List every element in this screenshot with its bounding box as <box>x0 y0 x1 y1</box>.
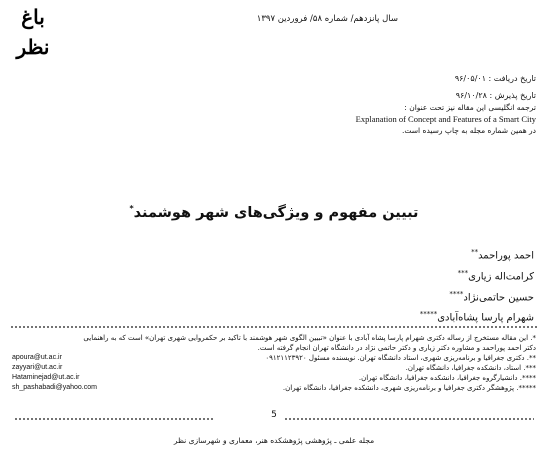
email-link[interactable]: Hataminejad@ut.ac.ir <box>12 374 80 381</box>
accepted-date: تاریخ پذیرش : ۹۶/۱۰/۲۸ <box>455 91 536 100</box>
article-title <box>0 204 548 221</box>
email-link[interactable]: apoura@ut.ac.ir <box>12 354 62 361</box>
footnote-3: ***. استاد، دانشکده جغرافیا، دانشگاه تهران. zayyari@ut.ac.ir <box>12 364 536 372</box>
footnote-2: **. دکتری جغرافیا و برنامه‌ریزی شهری، استاد دانشگاه تهران. نویسنده مسئول ۰۹۱۲۱۱۲۳۹۲۰ apoura@ut.ac.ir <box>12 354 536 362</box>
footnote-5: *****. پژوهشگر دکتری جغرافیا و برنامه‌ریزی شهری، دانشکده جغرافیا، دانشگاه تهران. sh_pashabadi@yahoo.com <box>12 384 536 392</box>
author-3: حسین حاتمی‌نژاد**** <box>449 289 534 303</box>
footnote-divider <box>10 326 538 328</box>
footnote-1b: دکتر احمد پوراحمد و مشاوره دکتر زیاری و دکتر حاتمی نژاد در دانشگاه تهران انجام گرفته است. <box>257 344 536 352</box>
email-link[interactable]: zayyari@ut.ac.ir <box>12 364 63 371</box>
received-date: تاریخ دریافت : ۹۶/۰۵/۰۱ <box>454 74 536 83</box>
author-1: احمد پوراحمد** <box>471 248 534 262</box>
translation-line-1: ترجمه انگلیسی این مقاله نیز تحت عنوان : <box>404 103 536 112</box>
footnotes <box>12 333 536 393</box>
author-2: کرامت‌اله زیاری*** <box>457 268 534 283</box>
author-list <box>420 244 534 327</box>
page-number: 5 <box>271 410 277 420</box>
translation-line-3: در همین شماره مجله به چاپ رسیده است. <box>402 126 536 135</box>
journal-logo: باغ نظر <box>16 5 50 59</box>
dates-block <box>455 70 536 104</box>
page-number-divider-right <box>284 418 534 420</box>
translation-note <box>236 102 536 137</box>
footnote-1a: *. این مقاله مستخرج از رساله دکتری شهرام پارسا پشاه آبادی با عنوان «تبیین الگوی شهر هوشمند با تاکید بر حکمروایی شهری تهران» است که به راهنمایی <box>83 334 536 342</box>
english-title: Explanation of Concept and Features of a Smart City <box>355 113 536 124</box>
journal-footer: مجله علمی ـ پژوهشی پژوهشکده هنر، معماری و شهرسازی نظر <box>173 436 375 445</box>
email-link[interactable]: sh_pashabadi@yahoo.com <box>12 384 97 391</box>
title-footnote-mark: * <box>129 204 134 213</box>
author-4: شهرام پارسا پشاه‌آبادی***** <box>419 310 534 324</box>
title-text: تبیین مفهوم و ویژگی‌های شهر هوشمند <box>133 204 419 221</box>
issue-info: سال پانزدهم/ شماره ۵۸/ فروردین ۱۳۹۷ <box>256 14 398 24</box>
footnote-4: ****. دانشیارگروه جغرافیا، دانشکده جغرافیا، دانشگاه تهران. Hataminejad@ut.ac.ir <box>12 374 536 382</box>
